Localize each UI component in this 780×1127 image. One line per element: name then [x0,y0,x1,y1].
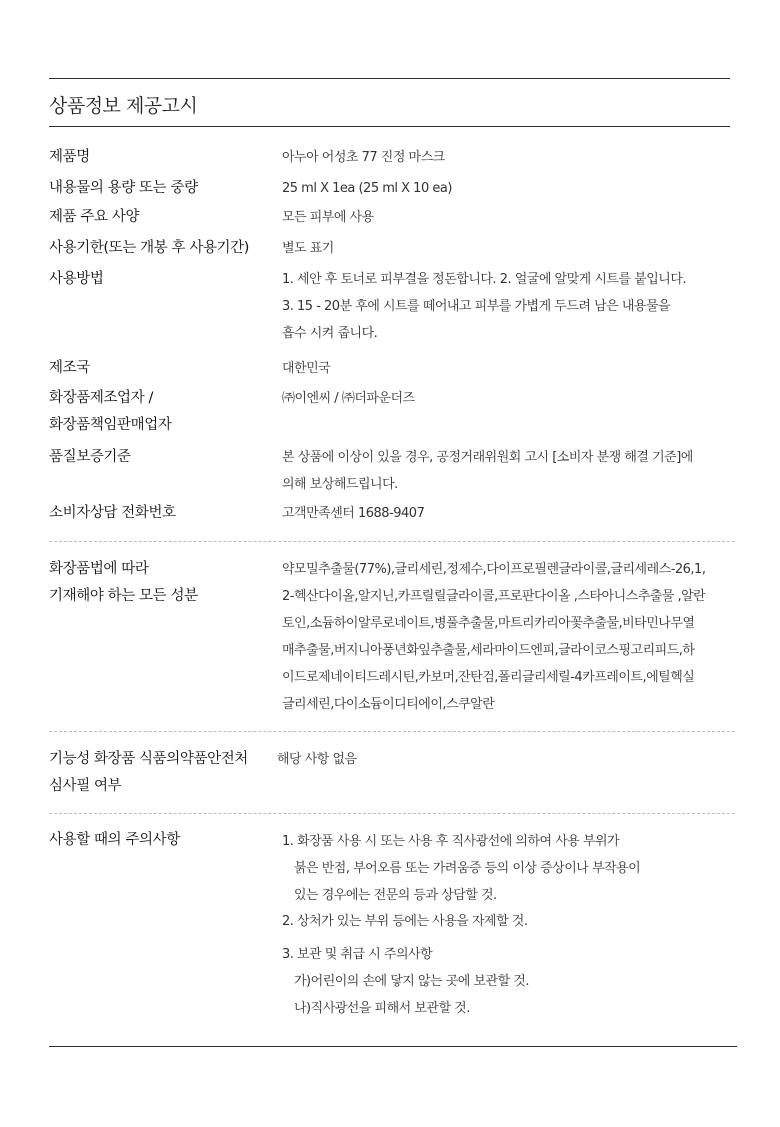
row-label-usage: 사용방법 [49,271,104,287]
page-title: 상품정보 제공고시 [49,95,198,117]
row-label-contact: 소비자상담 전화번호 [49,505,176,521]
row-value-expiry: 별도 표기 [282,241,334,256]
section-divider [49,541,735,542]
functional-label: 기능성 화장품 식품의약품안전처 심사필 여부 [49,751,248,794]
row-value-product-name: 아누아 어성초 77 진정 마스크 [282,150,445,165]
row-label-quality: 품질보증기준 [49,449,131,465]
row-value-spec: 모든 피부에 사용 [282,210,374,225]
row-value-quality: 본 상품에 이상이 있을 경우, 공정거래위원회 고시 [소비자 분쟁 해결 기준]에 의해 보상해드립니다. [282,450,693,492]
top-rule [49,78,730,79]
row-label-country: 제조국 [49,360,90,376]
row-label-manufacturer: 화장품제조업자 / 화장품책임판매업자 [49,390,172,433]
title-rule [49,126,730,127]
section-divider [49,731,735,732]
row-value-country: 대한민국 [282,361,331,376]
functional-value: 해당 사항 없음 [277,752,357,767]
caution-item-1: 1. 화장품 사용 시 또는 사용 후 직사광선에 의하여 사용 부위가 붉은 반점, 부어오름 또는 가려움증 등의 이상 증상이나 부작용이 있는 경우에는 전문의 등과 상담할 것. [282,834,641,903]
section-divider [49,813,735,814]
row-value-contact: 고객만족센터 1688-9407 [282,506,425,521]
ingredients-value: 약모밀추출물(77%),글리세린,정제수,다이프로필렌글라이콜,글리세레스-26,1, 2-헥산다이올,알지닌,카프릴릴글라이콜,프로판다이올 ,스타아니스추출물 ,알란 토인,소듐하이알루로네이트,병풀추출물,마트리카리아꽃추출물,비타민나무열 매추출물,버지니아풍년화잎추출물,세라마이드엔피,글라이코스핑고리피드,하 이드로제네이티드레시틴,카보머,잔탄검,폴리글리세릴-4카프레이트,에틸헥실 글리세린,다이소듐이디티에이,스쿠알란 [282,562,706,712]
caution-item-3: 3. 보관 및 취급 시 주의사항 가)어린이의 손에 닿지 않는 곳에 보관할 것. 나)직사광선을 피해서 보관할 것. [282,947,529,1016]
row-label-spec: 제품 주요 사양 [49,209,140,225]
row-value-manufacturer: ㈜이엔씨 / ㈜더파운더즈 [282,391,415,406]
caution-label: 사용할 때의 주의사항 [49,832,180,848]
row-value-volume: 25 ml X 1ea (25 ml X 10 ea) [282,181,452,196]
caution-item-2: 2. 상처가 있는 부위 등에는 사용을 자제할 것. [282,914,528,929]
row-value-usage: 1. 세안 후 토너로 피부결을 정돈합니다. 2. 얼굴에 알맞게 시트를 붙입니다. 3. 15 - 20분 후에 시트를 떼어내고 피부를 가볍게 두드려 남은 내용물을 흡수 시켜 줍니다. [282,272,687,341]
row-label-expiry: 사용기한(또는 개봉 후 사용기간) [49,240,250,256]
row-label-product-name: 제품명 [49,149,90,165]
bottom-rule [49,1046,737,1047]
row-label-volume: 내용물의 용량 또는 중량 [49,180,198,196]
ingredients-label: 화장품법에 따라 기재해야 하는 모든 성분 [49,561,198,604]
